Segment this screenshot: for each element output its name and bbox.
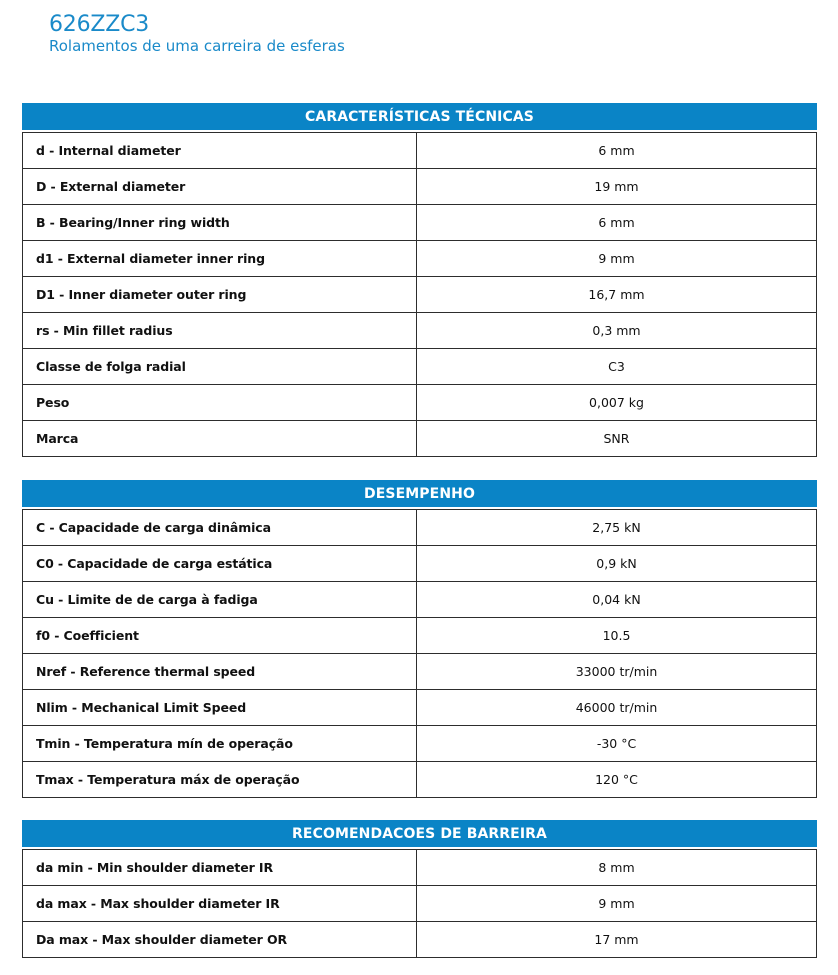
- spec-value: 17 mm: [417, 922, 817, 958]
- spec-label: C0 - Capacidade de carga estática: [23, 546, 417, 582]
- spec-label: Tmax - Temperatura máx de operação: [23, 762, 417, 798]
- section-title: DESEMPENHO: [22, 480, 817, 507]
- spec-value: 9 mm: [417, 886, 817, 922]
- specs-table: [22, 849, 817, 958]
- section-barrier-recommendations: [22, 820, 817, 958]
- table-row: [23, 133, 817, 169]
- spec-value: 10.5: [417, 618, 817, 654]
- product-subtitle: Rolamentos de uma carreira de esferas: [49, 37, 345, 55]
- spec-label: D - External diameter: [23, 169, 417, 205]
- spec-value: 16,7 mm: [417, 277, 817, 313]
- spec-value: 46000 tr/min: [417, 690, 817, 726]
- table-row: [23, 654, 817, 690]
- spec-value: 8 mm: [417, 850, 817, 886]
- spec-label: C - Capacidade de carga dinâmica: [23, 510, 417, 546]
- spec-label: da max - Max shoulder diameter IR: [23, 886, 417, 922]
- specs-table: [22, 132, 817, 457]
- table-row: [23, 886, 817, 922]
- spec-label: B - Bearing/Inner ring width: [23, 205, 417, 241]
- spec-value: SNR: [417, 421, 817, 457]
- table-row: [23, 690, 817, 726]
- spec-label: rs - Min fillet radius: [23, 313, 417, 349]
- spec-label: Classe de folga radial: [23, 349, 417, 385]
- section-performance: [22, 480, 817, 798]
- table-row: [23, 313, 817, 349]
- table-row: [23, 922, 817, 958]
- table-row: [23, 241, 817, 277]
- spec-label: Marca: [23, 421, 417, 457]
- product-title: 626ZZC3: [49, 12, 150, 37]
- spec-value: 6 mm: [417, 205, 817, 241]
- spec-label: D1 - Inner diameter outer ring: [23, 277, 417, 313]
- spec-value: 0,007 kg: [417, 385, 817, 421]
- table-row: [23, 421, 817, 457]
- spec-value: 2,75 kN: [417, 510, 817, 546]
- spec-value: 19 mm: [417, 169, 817, 205]
- spec-label: Nlim - Mechanical Limit Speed: [23, 690, 417, 726]
- table-row: [23, 850, 817, 886]
- table-row: [23, 349, 817, 385]
- spec-value: 0,3 mm: [417, 313, 817, 349]
- spec-value: 120 °C: [417, 762, 817, 798]
- table-row: [23, 582, 817, 618]
- table-row: [23, 277, 817, 313]
- table-row: [23, 385, 817, 421]
- spec-label: Nref - Reference thermal speed: [23, 654, 417, 690]
- section-technical-characteristics: [22, 103, 817, 457]
- spec-value: 6 mm: [417, 133, 817, 169]
- table-row: [23, 726, 817, 762]
- table-row: [23, 205, 817, 241]
- product-header: [49, 11, 345, 55]
- spec-label: f0 - Coefficient: [23, 618, 417, 654]
- spec-label: Cu - Limite de de carga à fadiga: [23, 582, 417, 618]
- table-row: [23, 169, 817, 205]
- table-row: [23, 618, 817, 654]
- spec-value: C3: [417, 349, 817, 385]
- section-title: RECOMENDACOES DE BARREIRA: [22, 820, 817, 847]
- spec-value: 0,9 kN: [417, 546, 817, 582]
- specs-table: [22, 509, 817, 798]
- spec-value: 0,04 kN: [417, 582, 817, 618]
- spec-label: d - Internal diameter: [23, 133, 417, 169]
- table-row: [23, 510, 817, 546]
- section-title: CARACTERÍSTICAS TÉCNICAS: [22, 103, 817, 130]
- spec-value: 33000 tr/min: [417, 654, 817, 690]
- spec-label: Tmin - Temperatura mín de operação: [23, 726, 417, 762]
- spec-value: 9 mm: [417, 241, 817, 277]
- spec-value: -30 °C: [417, 726, 817, 762]
- table-row: [23, 546, 817, 582]
- spec-label: da min - Min shoulder diameter IR: [23, 850, 417, 886]
- spec-label: d1 - External diameter inner ring: [23, 241, 417, 277]
- table-row: [23, 762, 817, 798]
- spec-label: Peso: [23, 385, 417, 421]
- spec-label: Da max - Max shoulder diameter OR: [23, 922, 417, 958]
